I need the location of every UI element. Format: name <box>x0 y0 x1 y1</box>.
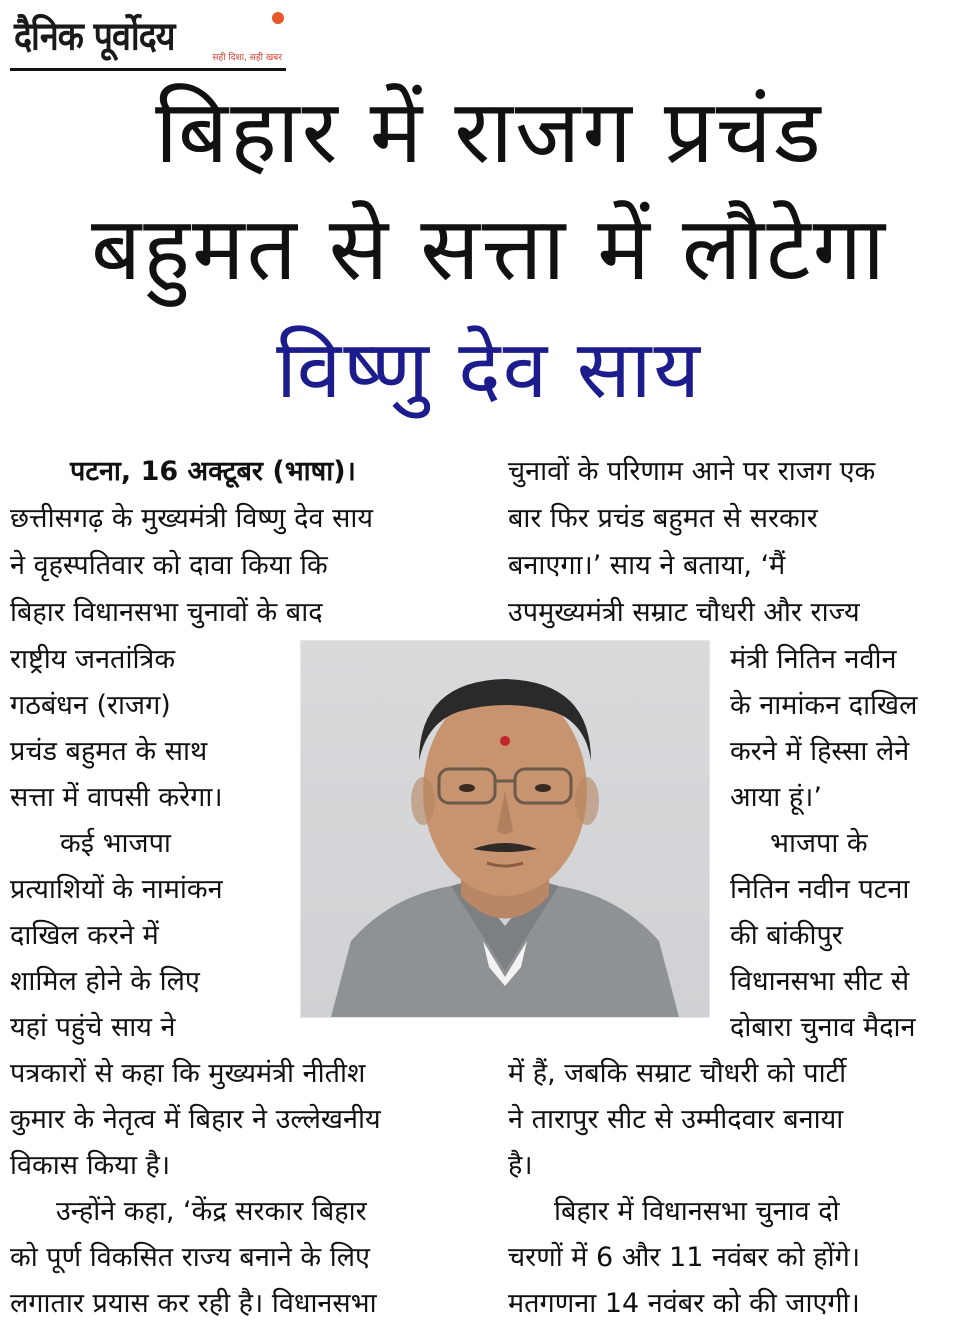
article-line: प्रचंड बहुमत के साथ <box>10 736 208 767</box>
headline-line-2: बहुमत से सत्ता में लौटेगा <box>91 197 887 300</box>
article-line: है। <box>508 1150 533 1181</box>
article-line: मंत्री नितिन नवीन <box>730 644 897 675</box>
article-line: नितिन नवीन पटना <box>730 874 910 905</box>
article-line: बिहार विधानसभा चुनावों के बाद <box>10 597 323 628</box>
masthead-rule <box>10 68 286 71</box>
article-line: लगातार प्रयास कर रही है। विधानसभा <box>10 1288 377 1319</box>
article-line: करने में हिस्सा लेने <box>730 736 910 767</box>
article-line: सत्ता में वापसी करेगा। <box>10 782 223 813</box>
article-line: यहां पहुंचे साय ने <box>10 1012 176 1043</box>
headline-line-1: बिहार में राजग प्रचंड <box>155 80 823 183</box>
article-line: प्रत्याशियों के नामांकन <box>10 874 223 905</box>
article-line: चरणों में 6 और 11 नवंबर को होंगे। <box>508 1242 861 1273</box>
article-line: बार फिर प्रचंड बहुमत से सरकार <box>508 503 818 534</box>
portrait-illustration <box>301 641 709 1017</box>
article-line: पत्रकारों से कहा कि मुख्यमंत्री नीतीश <box>10 1058 366 1089</box>
article-line: भाजपा के <box>770 828 868 859</box>
article-line: की बांकीपुर <box>730 920 843 951</box>
article-line: बिहार में विधानसभा चुनाव दो <box>554 1196 840 1227</box>
article-line: मतगणना 14 नवंबर को की जाएगी। <box>508 1288 860 1319</box>
article-line: बनाएगा।’ साय ने बताया, ‘मैं <box>508 550 786 581</box>
article-line: विधानसभा सीट से <box>730 966 910 997</box>
article-line: में हैं, जबकि सम्राट चौधरी को पार्टी <box>508 1058 847 1089</box>
article-line: शामिल होने के लिए <box>10 966 200 997</box>
article-line: दाखिल करने में <box>10 920 159 951</box>
article-line: ने तारापुर सीट से उम्मीदवार बनाया <box>508 1104 844 1135</box>
article-line: उपमुख्यमंत्री सम्राट चौधरी और राज्य <box>508 597 860 628</box>
article-line: ने वृहस्पतिवार को दावा किया कि <box>10 550 328 581</box>
article-line: को पूर्ण विकसित राज्य बनाने के लिए <box>10 1242 370 1273</box>
article-line: आया हूं।’ <box>730 782 822 813</box>
article-line: विकास किया है। <box>10 1150 171 1181</box>
article-line: दोबारा चुनाव मैदान <box>730 1012 916 1043</box>
dateline: पटना, 16 अक्टूबर (भाषा)। <box>70 456 356 487</box>
article-line: चुनावों के परिणाम आने पर राजग एक <box>508 456 876 487</box>
article-line: गठबंधन (राजग) <box>10 690 171 721</box>
masthead <box>10 4 286 72</box>
article-line: छत्तीसगढ़ के मुख्यमंत्री विष्णु देव साय <box>10 503 373 534</box>
news-photo <box>300 640 710 1018</box>
masthead-tagline: सही दिशा, सही खबर <box>212 53 282 63</box>
headline-subhead: विष्णु देव साय <box>276 323 702 416</box>
masthead-title: दैनिक पूर्वोदय <box>14 13 175 60</box>
article-line: राष्ट्रीय जनतांत्रिक <box>10 644 176 675</box>
article-line: कुमार के नेतृत्व में बिहार ने उल्लेखनीय <box>10 1104 381 1135</box>
article-line: कई भाजपा <box>60 828 171 859</box>
masthead-logo-dot <box>272 12 284 24</box>
article-line: उन्होंने कहा, ‘केंद्र सरकार बिहार <box>56 1196 367 1227</box>
article-line: के नामांकन दाखिल <box>730 690 918 721</box>
